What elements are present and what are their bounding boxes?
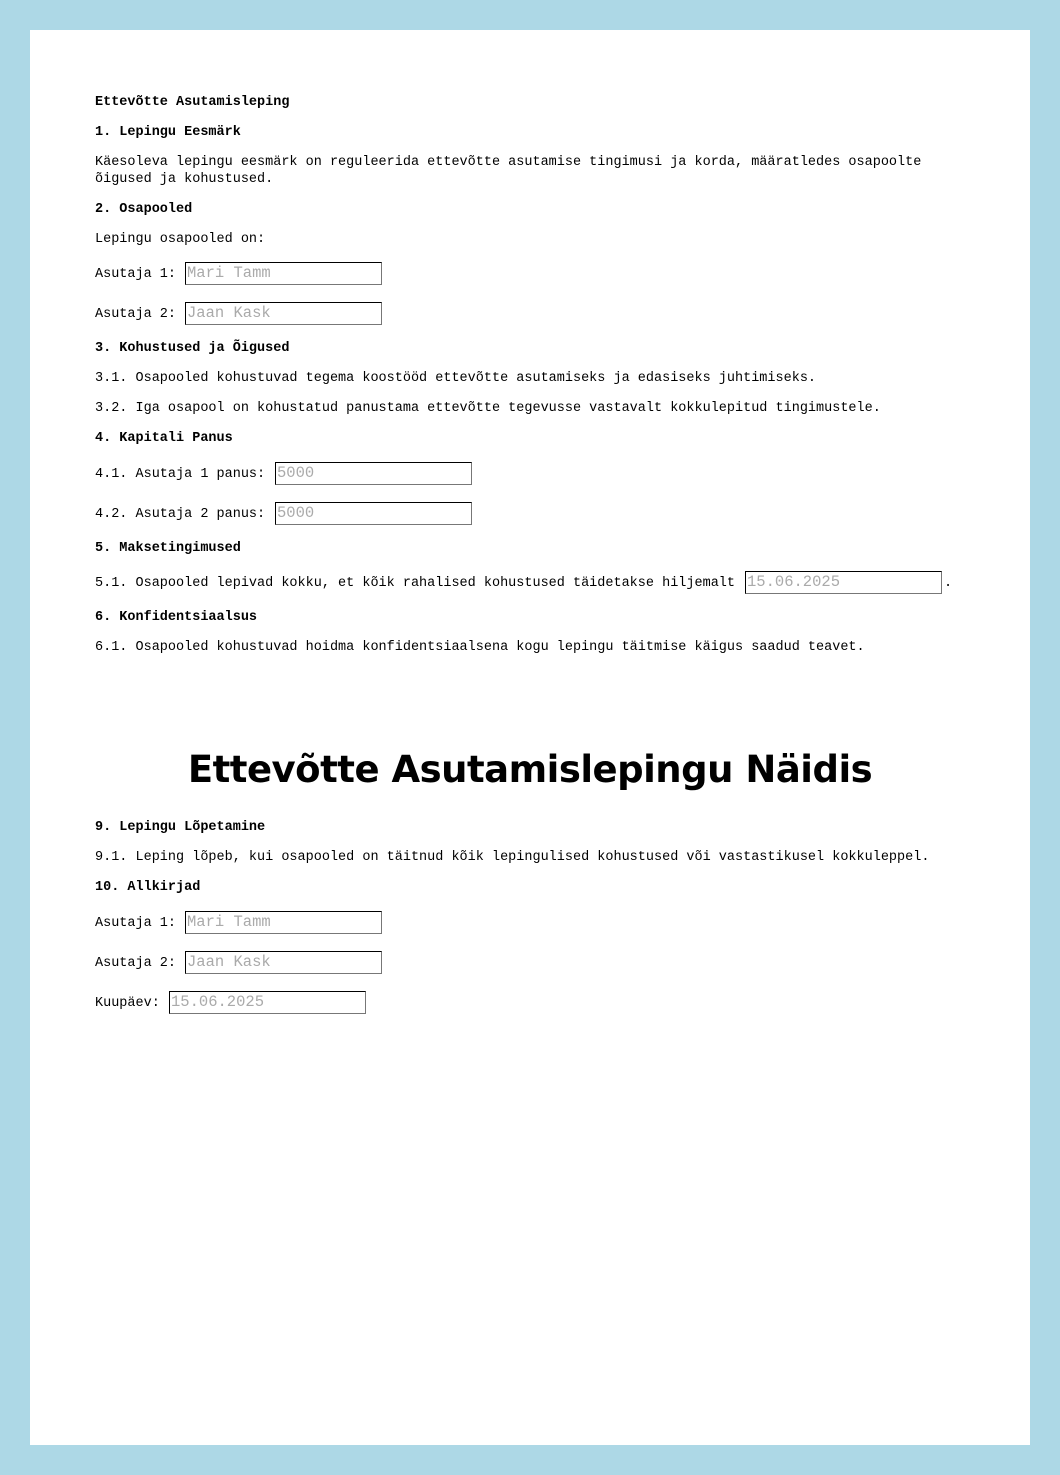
section-3-heading: 3. Kohustused ja Õigused	[95, 341, 290, 356]
capital-1-input[interactable]: 5000	[275, 462, 472, 485]
section-3-paragraph-2: 3.2. Iga osapool on kohustatud panustama ettevõtte tegevusse vastavalt kokkulepitud tingimustele.	[95, 401, 881, 416]
date-label: Kuupäev:	[95, 996, 160, 1011]
payment-terms-text: 5.1. Osapooled lepivad kokku, et kõik rahalised kohustused täidetakse hiljemalt	[95, 576, 736, 591]
payment-terms-period: .	[944, 576, 953, 591]
capital-2-label: 4.2. Asutaja 2 panus:	[95, 507, 266, 522]
section-9-heading: 9. Lepingu Lõpetamine	[95, 820, 266, 835]
section-4-heading: 4. Kapitali Panus	[95, 431, 233, 446]
payment-deadline-input[interactable]: 15.06.2025	[745, 571, 942, 594]
founder-1-label: Asutaja 1:	[95, 267, 177, 282]
section-2-intro: Lepingu osapooled on:	[95, 232, 266, 247]
section-2-heading: 2. Osapooled	[95, 202, 193, 217]
founder-1-input[interactable]: Mari Tamm	[185, 262, 382, 285]
section-6-heading: 6. Konfidentsiaalsus	[95, 610, 258, 625]
document-title: Ettevõtte Asutamisleping	[95, 95, 290, 110]
section-1-heading: 1. Lepingu Eesmärk	[95, 125, 241, 140]
founder-2-input[interactable]: Jaan Kask	[185, 302, 382, 325]
signature-1-label: Asutaja 1:	[95, 916, 177, 931]
date-input[interactable]: 15.06.2025	[169, 991, 366, 1014]
founder-2-label: Asutaja 2:	[95, 307, 177, 322]
section-9-paragraph-1: 9.1. Leping lõpeb, kui osapooled on täitnud kõik lepingulised kohustused või vastastikusel kokkuleppel.	[95, 850, 930, 865]
section-10-heading: 10. Allkirjad	[95, 880, 201, 895]
capital-2-input[interactable]: 5000	[275, 502, 472, 525]
section-5-heading: 5. Maksetingimused	[95, 541, 241, 556]
section-1-text: Käesoleva lepingu eesmärk on reguleerida ettevõtte asutamise tingimusi ja korda, määratledes osapoolte õigused ja kohustused.	[95, 155, 922, 187]
signature-2-input[interactable]: Jaan Kask	[185, 951, 382, 974]
document-page	[30, 30, 1030, 1445]
banner-title: Ettevõtte Asutamislepingu Näidis	[187, 748, 873, 791]
signature-2-label: Asutaja 2:	[95, 956, 177, 971]
section-3-paragraph-1: 3.1. Osapooled kohustuvad tegema koostööd ettevõtte asutamiseks ja edasiseks juhtimiseks.	[95, 371, 817, 386]
section-6-paragraph-1: 6.1. Osapooled kohustuvad hoidma konfidentsiaalsena kogu lepingu täitmise käigus saadud teavet.	[95, 640, 865, 655]
signature-1-input[interactable]: Mari Tamm	[185, 911, 382, 934]
capital-1-label: 4.1. Asutaja 1 panus:	[95, 467, 266, 482]
